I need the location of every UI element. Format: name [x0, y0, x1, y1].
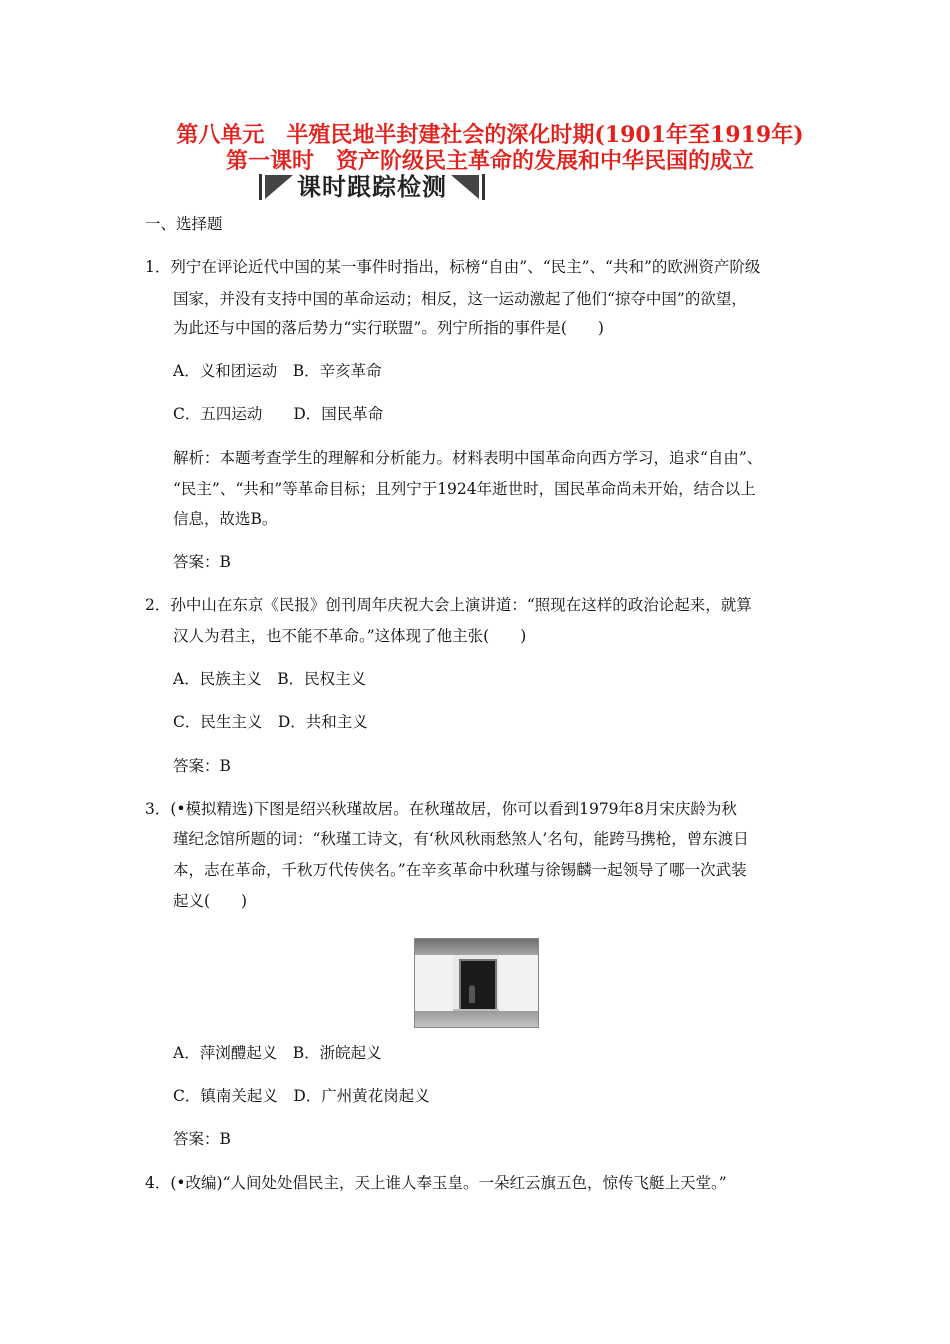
- q2-answer: 答案：B: [173, 757, 231, 775]
- q3-option-line: C．镇南关起义 D．广州黄花岗起义: [173, 1087, 430, 1105]
- banner-label: 课时跟踪检测: [297, 173, 447, 201]
- unit-title: 第八单元 半殖民地半封建社会的深化时期(1901年至1919年): [176, 122, 804, 148]
- q4-stem-line: 4．(•改编)“人间处处倡民主，天上谁人奉玉皇。一朵红云旗五色，惊传飞艇上天堂。”: [145, 1174, 727, 1192]
- qiu-jin-residence-photo: [414, 938, 539, 1028]
- q3-answer: 答案：B: [173, 1130, 231, 1148]
- q3-stem-line: 3．(•模拟精选)下图是绍兴秋瑾故居。在秋瑾故居，你可以看到1979年8月宋庆龄为秋: [145, 800, 737, 818]
- q3-stem-line: 起义( ): [173, 892, 248, 910]
- q1-analysis-line: “民主”、“共和”等革命目标；且列宁于1924年逝世时，国民革命尚未开始，结合以上: [173, 480, 756, 498]
- q2-stem-line: 汉人为君主，也不能不革命。”这体现了他主张( ): [173, 627, 527, 645]
- q1-stem-line: 1．列宁在评论近代中国的某一事件时指出，标榜“自由”、“民主”、“共和”的欧洲资产阶级: [145, 258, 761, 276]
- section-heading: 一、选择题: [145, 215, 223, 233]
- q2-option-line: A．民族主义 B．民权主义: [173, 670, 367, 688]
- q3-stem-line: 本，志在革命，千秋万代传侠名。”在辛亥革命中秋瑾与徐锡麟一起领导了哪一次武装: [173, 861, 747, 879]
- q1-option-line: C．五四运动 D．国民革命: [173, 405, 384, 423]
- banner-right-bar: [482, 174, 485, 200]
- q2-option-line: C．民生主义 D．共和主义: [173, 713, 368, 731]
- section-banner: [259, 173, 485, 201]
- banner-right-triangle-icon: [451, 175, 479, 199]
- q1-analysis-line: 解析：本题考查学生的理解和分析能力。材料表明中国革命向西方学习，追求“自由”、: [173, 449, 763, 467]
- q1-stem-line: 国家，并没有支持中国的革命运动；相反，这一运动激起了他们“掠夺中国”的欲望，: [173, 290, 747, 308]
- q1-stem-line: 为此还与中国的落后势力“实行联盟”。列宁所指的事件是( ): [173, 319, 604, 337]
- q3-option-line: A．萍浏醴起义 B．浙皖起义: [173, 1044, 382, 1062]
- q1-analysis-line: 信息，故选B。: [173, 510, 278, 528]
- banner-left-triangle-icon: [265, 175, 293, 199]
- q3-stem-line: 瑾纪念馆所题的词：“秋瑾工诗文，有‘秋风秋雨愁煞人’名句，能跨马携枪，曾东渡日: [173, 830, 749, 848]
- q2-stem-line: 2．孙中山在东京《民报》创刊周年庆祝大会上演讲道：“照现在这样的政治论起来，就算: [145, 596, 752, 614]
- q1-answer: 答案：B: [173, 553, 231, 571]
- lesson-title: 第一课时 资产阶级民主革命的发展和中华民国的成立: [225, 148, 754, 174]
- banner-left-bar: [259, 174, 262, 200]
- q1-option-line: A．义和团运动 B．辛亥革命: [173, 362, 382, 380]
